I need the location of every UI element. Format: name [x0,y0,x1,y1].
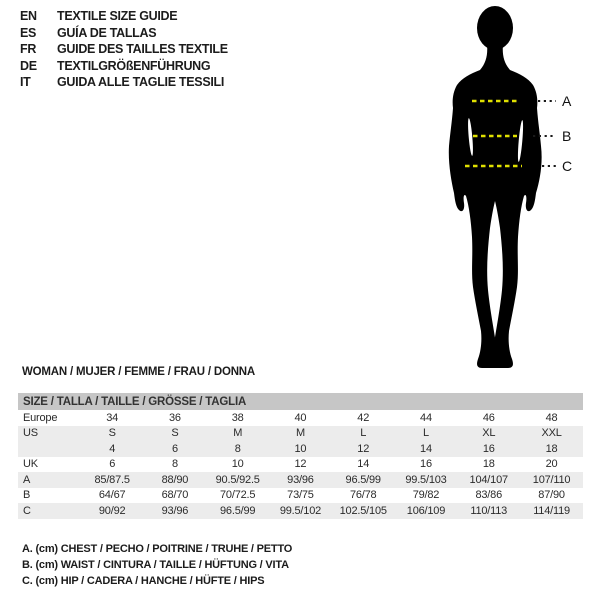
table-cell: 14 [395,441,458,457]
language-label: GUIDE DES TAILLES TEXTILE [57,42,228,57]
table-cell: M [269,426,332,442]
language-row-it [20,75,228,92]
table-cell: 6 [144,441,207,457]
table-cell: 93/96 [269,472,332,488]
language-list [20,9,228,92]
legend-row-waist: B. (cm) WAIST / CINTURA / TAILLE / HÜFTUNG / VITA [22,559,289,571]
table-cell: 96.5/99 [332,472,395,488]
table-row [18,441,583,457]
table-row [18,503,583,519]
table-cell: 8 [171,458,178,471]
language-label: GUIDA ALLE TAGLIE TESSILI [57,75,225,90]
language-code: FR [20,42,37,57]
language-code: IT [20,75,31,90]
table-cell: 64/67 [98,489,126,502]
table-cell: 79/82 [412,489,440,502]
table-row [18,488,583,504]
table-cell: 83/86 [475,489,502,502]
table-cell: 6 [109,458,116,471]
language-label: TEXTILGRÖßENFÜHRUNG [57,58,211,73]
table-row-label: US [18,426,81,442]
table-header-row [18,393,583,410]
table-cell: 70/72.5 [220,489,256,502]
table-cell: 12 [294,458,307,471]
table-row-label: C [18,503,81,519]
table-cell: 76/78 [349,489,377,502]
size-figure [420,0,600,380]
size-table [18,393,583,519]
woman-silhouette-icon [420,0,600,380]
table-cell: 90/92 [81,503,144,519]
table-cell: 99.5/102 [269,503,332,519]
table-cell: 8 [206,441,269,457]
table-cell: 10 [269,441,332,457]
table-cell: 96.5/99 [206,503,269,519]
table-cell: 68/70 [161,489,189,502]
language-row-de [20,59,228,76]
language-label: GUÍA DE TALLAS [57,25,157,40]
table-row [18,457,583,473]
table-cell: 34 [106,411,119,424]
size-table-body [18,393,583,519]
language-label: TEXTILE SIZE GUIDE [57,9,178,23]
section-title: WOMAN / MUJER / FEMME / FRAU / DONNA [22,366,256,378]
table-cell: 36 [168,411,181,424]
table-cell: 93/96 [144,503,207,519]
table-cell: 18 [482,458,495,471]
table-cell: 87/90 [538,489,565,502]
language-row-fr [20,42,228,59]
table-cell: 102.5/105 [332,503,395,519]
table-cell: 104/107 [457,472,520,488]
table-cell: 38 [231,411,244,424]
table-cell: 10 [231,458,244,471]
marker-a-label: A [562,93,572,109]
table-cell: 99.5/103 [395,472,458,488]
table-cell: 114/119 [520,503,583,519]
table-row [18,472,583,488]
table-cell: M [206,426,269,442]
table-cell: 16 [420,458,432,471]
table-cell: 110/113 [457,503,520,519]
table-cell: 20 [545,458,558,471]
table-cell: 42 [357,411,370,424]
table-header-cell: SIZE / TALLA / TAILLE / GRÖSSE / TAGLIA [18,393,583,410]
table-cell: 12 [332,441,395,457]
table-row-label [18,441,81,457]
table-cell: L [395,426,458,442]
table-cell: 44 [420,411,432,424]
language-code: EN [20,9,37,23]
language-code: DE [20,58,37,73]
table-row-label: UK [23,458,38,471]
legend-row-hip: C. (cm) HIP / CADERA / HANCHE / HÜFTE / HIPS [22,575,265,587]
language-row-es [20,26,228,43]
table-cell: L [332,426,395,442]
language-row-en [20,9,228,26]
table-cell: 48 [545,411,558,424]
table-cell: 18 [520,441,583,457]
language-code: ES [20,25,37,40]
marker-b-label: B [562,128,572,144]
table-cell: 88/90 [144,472,207,488]
table-cell: S [81,426,144,442]
table-row [18,426,583,442]
table-cell: 40 [294,411,307,424]
table-cell: 16 [457,441,520,457]
table-row-label: B [23,489,31,502]
table-cell: 4 [81,441,144,457]
legend-row-chest: A. (cm) CHEST / PECHO / POITRINE / TRUHE / PETTO [22,543,293,555]
table-row-label: A [18,472,81,488]
table-cell: 14 [357,458,370,471]
table-cell: XXL [520,426,583,442]
table-cell: 73/75 [287,489,314,502]
table-row [18,410,583,426]
table-cell: S [144,426,207,442]
table-cell: 90.5/92.5 [206,472,269,488]
table-row-label: Europe [23,411,58,424]
table-cell: 85/87.5 [81,472,144,488]
table-cell: 106/109 [395,503,458,519]
table-cell: 107/110 [520,472,583,488]
table-cell: XL [457,426,520,442]
marker-c-label: C [562,158,573,174]
table-cell: 46 [482,411,495,424]
measurement-legend [22,543,292,591]
